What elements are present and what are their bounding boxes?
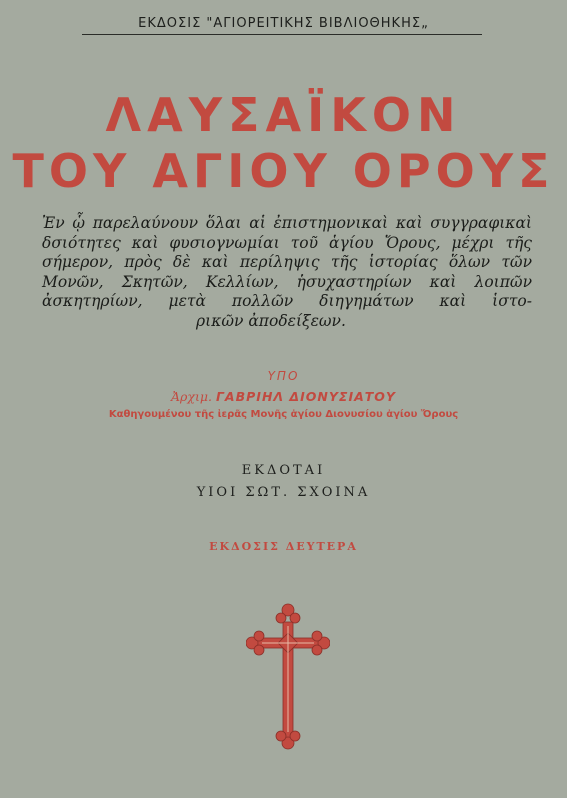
- description: [42, 214, 532, 331]
- header-rule: [82, 34, 482, 35]
- description-line: δσιότητες καὶ φυσιογνωμίαι τοῦ ἁγίου Ὄρους, μέχρι τῆς: [42, 233, 532, 252]
- description-line: Μονῶν, Σκητῶν, Κελλίων, ἡσυχαστηρίων καὶ λοιπῶν: [42, 272, 532, 291]
- edition-label: ΕΚΔΟΣΙΣ ΔΕΥΤΕΡΑ: [209, 540, 358, 553]
- description-line: Ἐν ᾧ παρελαύνουν ὅλαι αἱ ἐπιστημονικαὶ καὶ συγγραφικαὶ: [42, 214, 532, 232]
- description-line: ρικῶν ἀποδείξεων.: [196, 311, 346, 330]
- by-label: ΥΠΟ: [267, 369, 300, 383]
- title-line-1: ΛΑΥΣΑΪΚΟΝ: [105, 88, 462, 142]
- title-line-2: ΤΟΥ ΑΓΙΟΥ ΟΡΟΥΣ: [12, 144, 555, 198]
- author-prefix: Ἀρχιμ.: [171, 389, 212, 404]
- publishers-label: ΕΚΔΟΤΑΙ: [241, 463, 326, 478]
- author-office: Καθηγουμένου τῆς ἱερᾶς Μονῆς ἁγίου Διονυσίου ἁγίου Ὄρους: [108, 409, 459, 420]
- publishers-name: ΥΙΟΙ ΣΩΤ. ΣΧΟΙΝΑ: [196, 485, 371, 500]
- description-line: σήμερον, πρὸς δὲ καὶ περίληψις τῆς ἱστορίας ὅλων τῶν: [42, 253, 532, 271]
- description-line: ἀσκητηρίων, μετὰ πολλῶν διηγημάτων καὶ ἱστο-: [42, 292, 532, 310]
- series-label: ΕΚΔΟΣΙΣ "ΑΓΙΟΡΕΙΤΙΚΗΣ ΒΙΒΛΙΟΘΗΚΗΣ„: [138, 16, 429, 31]
- author-name: ΓΑΒΡΙΗΛ ΔΙΟΝΥΣΙΑΤΟΥ: [215, 389, 396, 404]
- cross-icon: [246, 600, 330, 750]
- author: [0, 389, 567, 404]
